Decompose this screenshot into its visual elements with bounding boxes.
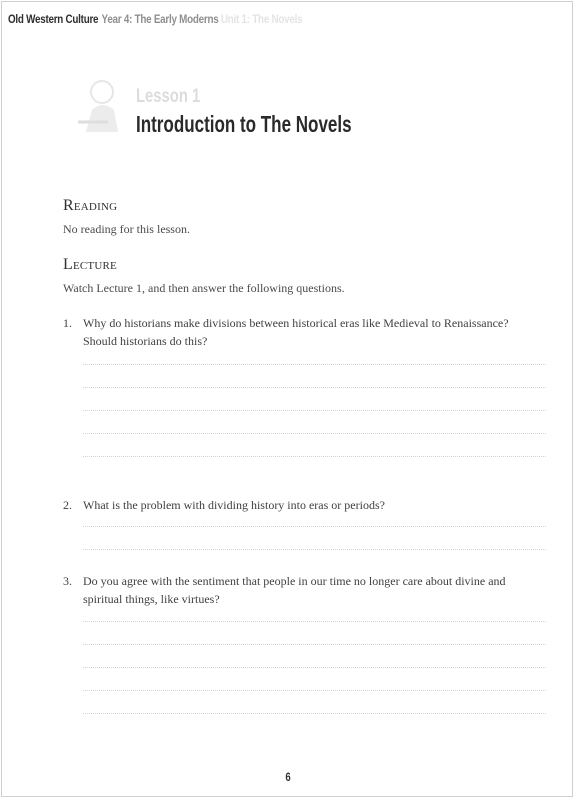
answer-line[interactable] xyxy=(83,526,546,527)
lecture-heading: Lecture xyxy=(63,256,117,273)
header-unit-title: Unit 1: The Novels xyxy=(220,12,303,26)
answer-line[interactable] xyxy=(83,621,546,622)
running-header xyxy=(8,12,302,26)
question-2 xyxy=(63,496,533,514)
answer-line[interactable] xyxy=(83,364,546,365)
answer-line[interactable] xyxy=(83,549,546,550)
page-number: 6 xyxy=(285,770,291,784)
question-1 xyxy=(63,314,533,350)
answer-line[interactable] xyxy=(83,387,546,388)
answer-line[interactable] xyxy=(83,433,546,434)
answer-line[interactable] xyxy=(83,410,546,411)
question-number: 3. xyxy=(63,574,72,588)
question-3 xyxy=(63,572,533,608)
question-text: Do you agree with the sentiment that people in our time no longer care about divine and spiritual things, like virtues? xyxy=(83,574,506,606)
answer-line[interactable] xyxy=(83,690,546,691)
answer-line[interactable] xyxy=(83,667,546,668)
lesson-emblem-icon xyxy=(78,70,140,140)
header-year-title: Year 4: The Early Moderns xyxy=(101,12,219,26)
lecture-instructions: Watch Lecture 1, and then answer the following questions. xyxy=(63,281,345,295)
reading-heading: Reading xyxy=(63,197,118,214)
reading-text: No reading for this lesson. xyxy=(63,222,190,236)
answer-line[interactable] xyxy=(83,713,546,714)
question-text: Why do historians make divisions between historical eras like Medieval to Renaissance? Should historians do this? xyxy=(83,316,509,348)
question-text: What is the problem with dividing history into eras or periods? xyxy=(83,498,385,512)
lesson-title: Introduction to The Novels xyxy=(136,111,352,137)
question-number: 1. xyxy=(63,316,72,330)
header-series-title: Old Western Culture xyxy=(8,12,99,26)
question-number: 2. xyxy=(63,498,72,512)
lesson-number: Lesson 1 xyxy=(136,86,201,107)
answer-line[interactable] xyxy=(83,644,546,645)
answer-line[interactable] xyxy=(83,456,546,457)
